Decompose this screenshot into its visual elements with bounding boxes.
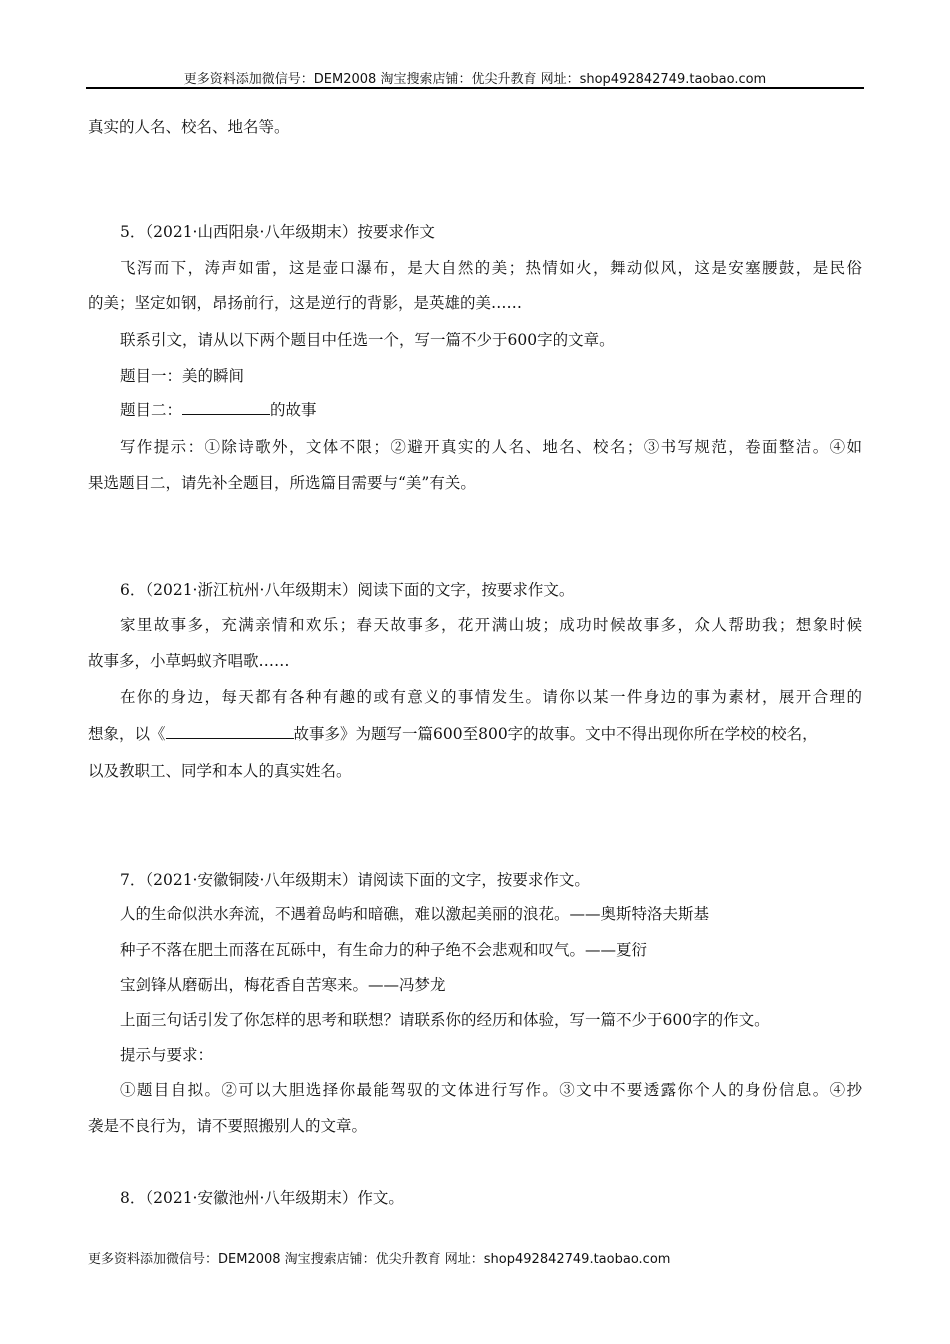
q7-paragraph: 上面三句话引发了你怎样的思考和联想？请联系你的经历和体验，写一篇不少于600字的作文。 — [120, 1011, 770, 1029]
page-footer: 更多资料添加微信号：DEM2008 淘宝搜索店铺：优尖升教育 网址：shop492842749.taobao.com — [88, 1252, 671, 1267]
q6-paragraph: 故事多，小草蚂蚁齐唱歌…… — [88, 652, 290, 670]
fill-blank — [166, 723, 294, 739]
q6-paragraph: 在你的身边，每天都有各种有趣的或有意义的事情发生。请你以某一件身边的事为素材，展开合理的 — [120, 688, 862, 706]
q6-text: 故事多》为题写一篇600至800字的故事。文中不得出现你所在学校的校名， — [293, 725, 818, 743]
q5-paragraph: 飞泻而下，涛声如雷，这是壶口瀑布，是大自然的美；热情如火，舞动似风，这是安塞腰鼓，是民俗 — [120, 259, 862, 277]
q7-requirements: 袭是不良行为，请不要照搬别人的文章。 — [88, 1117, 368, 1135]
q6-paragraph: 家里故事多，充满亲情和欢乐；春天故事多，花开满山坡；成功时候故事多，众人帮助我；想象时候 — [120, 616, 862, 634]
question-6-title: 6．（2021·浙江杭州·八年级期末）阅读下面的文字，按要求作文。 — [120, 581, 575, 599]
q7-quote: 种子不落在肥土而落在瓦砾中，有生命力的种子绝不会悲观和叹气。——夏衍 — [120, 941, 648, 959]
question-8-title: 8．（2021·安徽池州·八年级期末）作文。 — [120, 1189, 404, 1207]
q5-tips: 果选题目二，请先补全题目，所选篇目需要与“美”有关。 — [88, 474, 476, 492]
q5-topic-2-label: 题目二： — [120, 401, 183, 419]
question-7-title: 7．（2021·安徽铜陵·八年级期末）请阅读下面的文字，按要求作文。 — [120, 871, 590, 889]
q7-quote: 人的生命似洪水奔流，不遇着岛屿和暗礁，难以激起美丽的浪花。——奥斯特洛夫斯基 — [120, 905, 710, 923]
fill-blank — [182, 399, 270, 415]
q5-paragraph: 联系引文，请从以下两个题目中任选一个，写一篇不少于600字的文章。 — [120, 331, 615, 349]
q6-paragraph: 以及教职工、同学和本人的真实姓名。 — [88, 762, 352, 780]
q7-quote: 宝剑锋从磨砺出，梅花香自苦寒来。——冯梦龙 — [120, 976, 446, 994]
q7-requirements-label: 提示与要求： — [120, 1046, 214, 1064]
q5-tips: 写作提示：①除诗歌外，文体不限；②避开真实的人名、地名、校名；③书写规范，卷面整洁。④如 — [120, 438, 862, 456]
q7-requirements: ①题目自拟。②可以大胆选择你最能驾驭的文体进行写作。③文中不要透露你个人的身份信息。④抄 — [120, 1081, 862, 1099]
q6-text: 想象，以《 — [88, 725, 166, 743]
question-5-title: 5．（2021·山西阳泉·八年级期末）按要求作文 — [120, 223, 435, 241]
q5-topic-1: 题目一：美的瞬间 — [120, 367, 245, 385]
page-header: 更多资料添加微信号：DEM2008 淘宝搜索店铺：优尖升教育 网址：shop492842749.taobao.com — [183, 72, 767, 87]
q5-paragraph: 的美；坚定如钢，昂扬前行，这是逆行的背影，是英雄的美…… — [88, 294, 523, 312]
header-divider — [86, 87, 864, 89]
q5-topic-2-suffix: 的故事 — [270, 401, 317, 419]
q6-paragraph — [88, 723, 862, 745]
q5-topic-2 — [120, 399, 862, 421]
carryover-text: 真实的人名、校名、地名等。 — [88, 118, 290, 136]
